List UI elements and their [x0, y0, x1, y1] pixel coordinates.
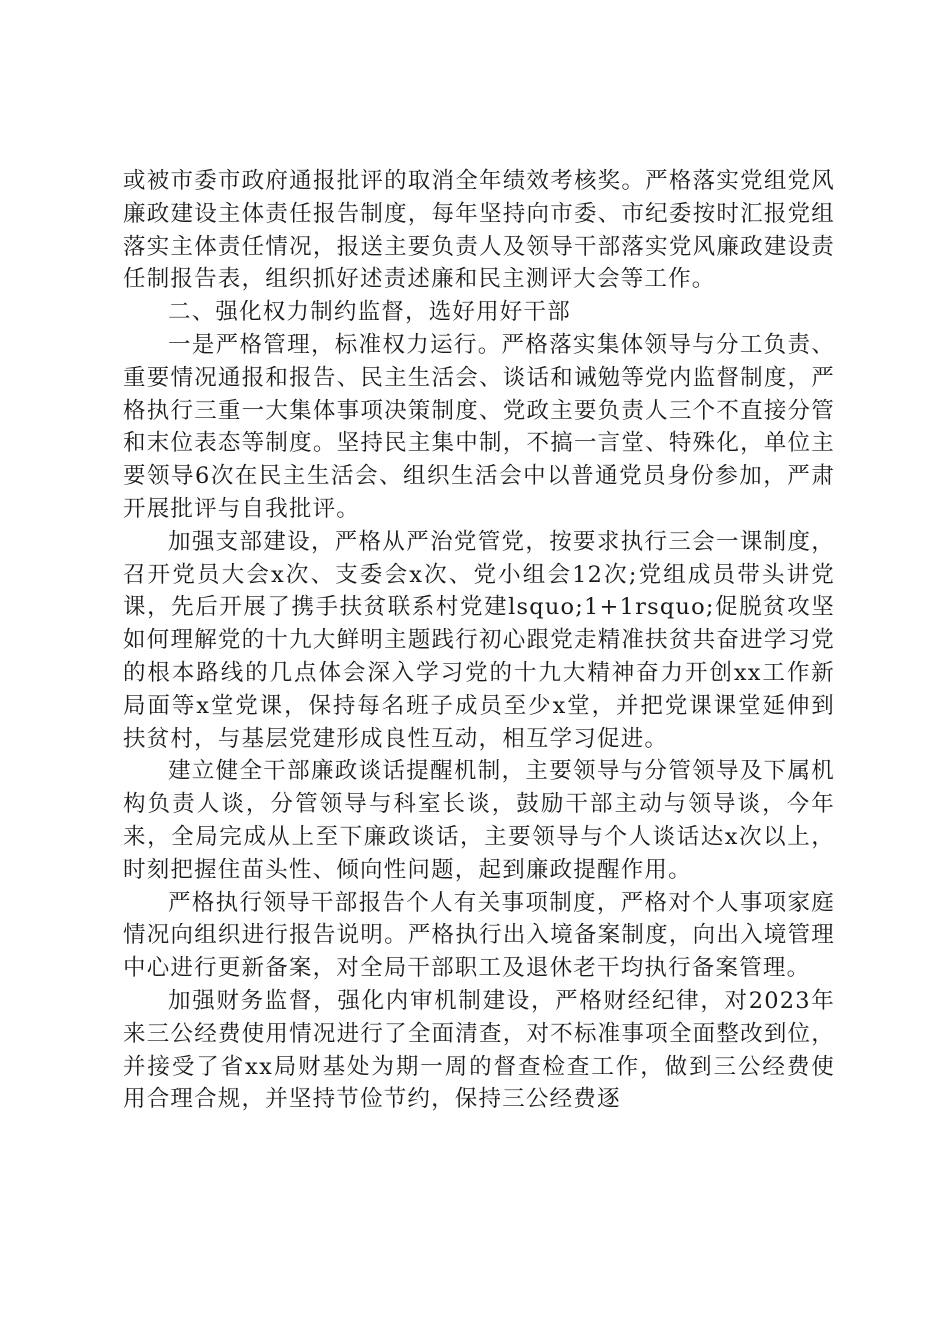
paragraph: 严格执行领导干部报告个人有关事项制度，严格对个人事项家庭情况向组织进行报告说明。严格执行出入境备案制度，向出入境管理中心进行更新备案，对全局干部职工及退休老干均执行备案管理。	[123, 889, 835, 982]
document-body	[123, 165, 835, 1116]
paragraph: 一是严格管理，标准权力运行。严格落实集体领导与分工负责、重要情况通报和报告、民主生活会、谈话和诫勉等党内监督制度，严格执行三重一大集体事项决策制度、党政主要负责人三个不直接分管和末位表态等制度。坚持民主集中制，不搞一言堂、特殊化，单位主要领导6次在民主生活会、组织生活会中以普通党员身份参加，严肃开展批评与自我批评。	[123, 331, 835, 522]
paragraph: 加强财务监督，强化内审机制建设，严格财经纪律，对2023年来三公经费使用情况进行了全面清查，对不标准事项全面整改到位，并接受了省xx局财基处为期一周的督查检查工作，做到三公经费使用合理合规，并坚持节俭节约，保持三公经费逐	[123, 987, 835, 1113]
paragraph: 加强支部建设，严格从严治党管党，按要求执行三会一课制度，召开党员大会x次、支委会x次、党小组会12次;党组成员带头讲党课，先后开展了携手扶贫联系村党建lsquo;1+1rsquo;促脱贫攻坚如何理解党的十九大鲜明主题践行初心跟党走精准扶贫共奋进学习党的根本路线的几点体会深入学习党的十九大精神奋力开创xx工作新局面等x堂党课，保持每名班子成员至少x堂，并把党课课堂延伸到扶贫村，与基层党建形成良性互动，相互学习促进。	[123, 528, 835, 752]
paragraph: 建立健全干部廉政谈话提醒机制，主要领导与分管领导及下属机构负责人谈，分管领导与科室长谈，鼓励干部主动与领导谈，今年来，全局完成从上至下廉政谈话，主要领导与个人谈话达x次以上，时刻把握住苗头性、倾向性问题，起到廉政提醒作用。	[123, 758, 835, 883]
paragraph-continuation: 或被市委市政府通报批评的取消全年绩效考核奖。严格落实党组党风廉政建设主体责任报告制度，每年坚持向市委、市纪委按时汇报党组落实主体责任情况，报送主要负责人及领导干部落实党风廉政建设责任制报告表，组织抓好述责述廉和民主测评大会等工作。	[123, 168, 835, 293]
section-heading: 二、强化权力制约监督，选好用好干部	[168, 299, 571, 326]
